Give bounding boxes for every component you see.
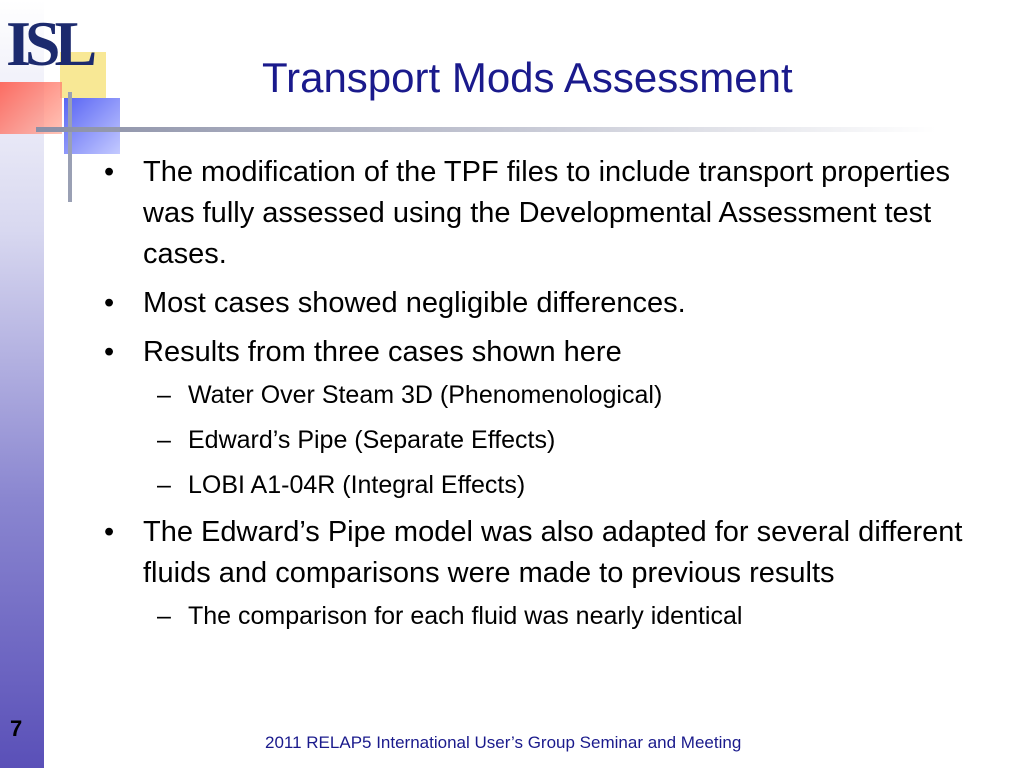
bullet-list: [100, 152, 1000, 643]
dash-icon: –: [157, 426, 171, 454]
sub-bullet-item: [100, 598, 1000, 634]
page-number: 7: [10, 716, 23, 741]
bullet-item: [100, 512, 1000, 634]
sub-bullet-item: [100, 467, 1000, 503]
logo-text: ISL: [6, 8, 92, 79]
logo-vertical-line: [68, 92, 72, 202]
dash-icon: –: [157, 471, 171, 499]
bullet-text: Most cases showed negligible differences.: [143, 287, 686, 319]
dash-icon: –: [157, 381, 171, 409]
bullet-text: The modification of the TPF files to include transport properties was fully assessed using the Developmental Assessment test cases.: [143, 156, 951, 270]
bullet-icon: •: [104, 336, 115, 368]
bullet-icon: •: [104, 516, 115, 548]
bullet-item: [100, 332, 1000, 503]
sub-bullet-item: [100, 422, 1000, 458]
sub-bullet-item: [100, 377, 1000, 413]
title-divider: [36, 127, 936, 132]
bullet-icon: •: [104, 156, 115, 188]
footer-text: 2011 RELAP5 International User’s Group Seminar and Meeting: [265, 733, 742, 752]
dash-icon: –: [157, 602, 171, 630]
bullet-text: Results from three cases shown here: [143, 336, 622, 368]
bullet-item: [100, 283, 1000, 324]
sub-bullet-list: [143, 377, 1000, 503]
sub-bullet-text: The comparison for each fluid was nearly identical: [188, 602, 743, 630]
sub-bullet-text: Water Over Steam 3D (Phenomenological): [188, 381, 663, 409]
bullet-text: The Edward’s Pipe model was also adapted for several different fluids and comparisons were made to previous results: [143, 516, 963, 589]
sub-bullet-text: LOBI A1-04R (Integral Effects): [188, 471, 526, 499]
bullet-item: [100, 152, 1000, 275]
sub-bullet-list: [143, 598, 1000, 634]
logo-blue-square: [64, 98, 120, 154]
slide-title: Transport Mods Assessment: [262, 54, 793, 101]
bullet-icon: •: [104, 287, 115, 319]
sub-bullet-text: Edward’s Pipe (Separate Effects): [188, 426, 556, 454]
